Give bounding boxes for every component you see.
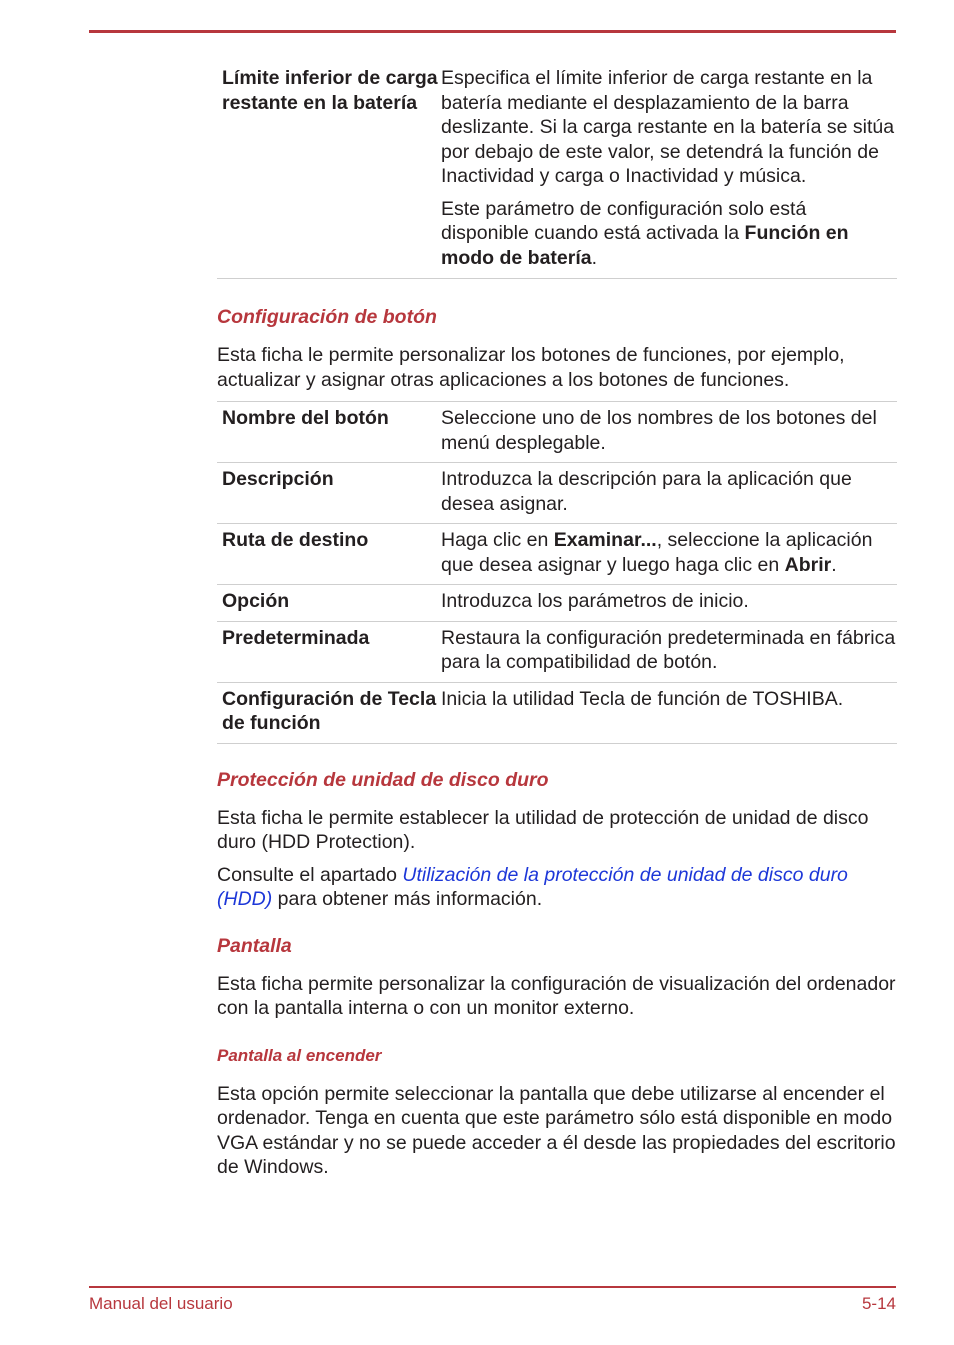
desc-battery-limit bbox=[441, 66, 897, 270]
table-row bbox=[217, 622, 897, 683]
table-row bbox=[217, 463, 897, 524]
term-ruta-destino: Ruta de destino bbox=[222, 529, 369, 551]
hdd-p2-post: para obtener más información. bbox=[272, 888, 543, 910]
subheading-pantalla-encender: Pantalla al encender bbox=[217, 1045, 382, 1065]
r3-bold-abrir: Abrir bbox=[784, 553, 832, 576]
page-content bbox=[217, 66, 897, 1180]
table-row bbox=[217, 402, 897, 463]
desc-battery-limit-p2 bbox=[441, 197, 897, 271]
term-predeterminada: Predeterminada bbox=[222, 626, 370, 649]
table-row bbox=[217, 585, 897, 622]
desc-opcion: Introduzca los parámetros de inicio. bbox=[441, 590, 749, 612]
term-nombre-boton: Nombre del botón bbox=[222, 407, 389, 429]
hdd-paragraph-1: Esta ficha le permite establecer la utilidad de protección de unidad de disco duro (HDD Protection). bbox=[217, 806, 869, 853]
intro-configuracion-boton: Esta ficha le permite personalizar los botones de funciones, por ejemplo, actualizar y asignar otras aplicaciones a los botones de funciones. bbox=[217, 344, 845, 391]
pantalla-paragraph-1: Esta ficha permite personalizar la configuración de visualización del ordenador con la pantalla interna o con un monitor externo. bbox=[217, 972, 896, 1019]
hdd-paragraph-2 bbox=[217, 863, 897, 912]
r3-pre: Haga clic en bbox=[441, 529, 554, 551]
button-config-table bbox=[217, 401, 897, 744]
bottom-rule bbox=[89, 1286, 896, 1288]
table-row bbox=[217, 683, 897, 744]
pantalla-paragraph-2: Esta opción permite seleccionar la pantalla que debe utilizarse al encender el ordenador. Tenga en cuenta que este parámetro sólo está disponible en modo VGA estándar y no se puede acceder a él desde las propiedades del escritorio de Windows. bbox=[217, 1082, 896, 1178]
term-battery-limit: Límite inferior de carga restante en la batería bbox=[222, 67, 438, 114]
desc-predeterminada: Restaura la configuración predeterminada en fábrica para la compatibilidad de botón. bbox=[441, 626, 896, 673]
desc-battery-limit-p1: Especifica el límite inferior de carga restante en la batería mediante el desplazamiento de la barra deslizante. Si la carga restante en la batería se sitúa por debajo de este valor, se detendrá la función de Inactividad y carga o Inactividad y música. bbox=[441, 67, 895, 187]
r3-mid: , seleccione la aplicación que desea asignar y luego haga clic en bbox=[441, 529, 873, 576]
term-descripcion: Descripción bbox=[222, 468, 334, 490]
heading-pantalla: Pantalla bbox=[217, 934, 292, 957]
hdd-p2-pre: Consulte el apartado bbox=[217, 863, 403, 886]
desc-nombre-boton: Seleccione uno de los nombres de los botones del menú desplegable. bbox=[441, 407, 877, 454]
desc-configuracion-tecla: Inicia la utilidad Tecla de función de TOSHIBA. bbox=[441, 687, 844, 710]
heading-proteccion-hdd: Protección de unidad de disco duro bbox=[217, 768, 549, 791]
footer-page-number: 5-14 bbox=[861, 1294, 896, 1313]
hdd-protection-link[interactable]: Utilización de la protección de unidad de disco duro (HDD) bbox=[217, 863, 848, 910]
term-configuracion-tecla: Configuración de Tecla de función bbox=[222, 687, 437, 734]
desc2-bold: Función en modo de batería bbox=[441, 222, 849, 269]
table-row-battery-limit bbox=[217, 66, 897, 279]
desc-descripcion: Introduzca la descripción para la aplicación que desea asignar. bbox=[441, 468, 852, 515]
footer-manual-title: Manual del usuario bbox=[89, 1294, 233, 1313]
r3-bold-examinar: Examinar... bbox=[553, 529, 657, 551]
heading-configuracion-boton: Configuración de botón bbox=[217, 306, 437, 328]
desc2-text: Este parámetro de configuración solo está disponible cuando está activada la bbox=[441, 197, 807, 244]
desc2-post: . bbox=[591, 246, 598, 269]
desc-ruta-destino bbox=[441, 528, 897, 577]
top-rule bbox=[89, 30, 896, 33]
term-opcion: Opción bbox=[222, 590, 290, 612]
table-row bbox=[217, 524, 897, 585]
r3-post: . bbox=[831, 553, 837, 576]
